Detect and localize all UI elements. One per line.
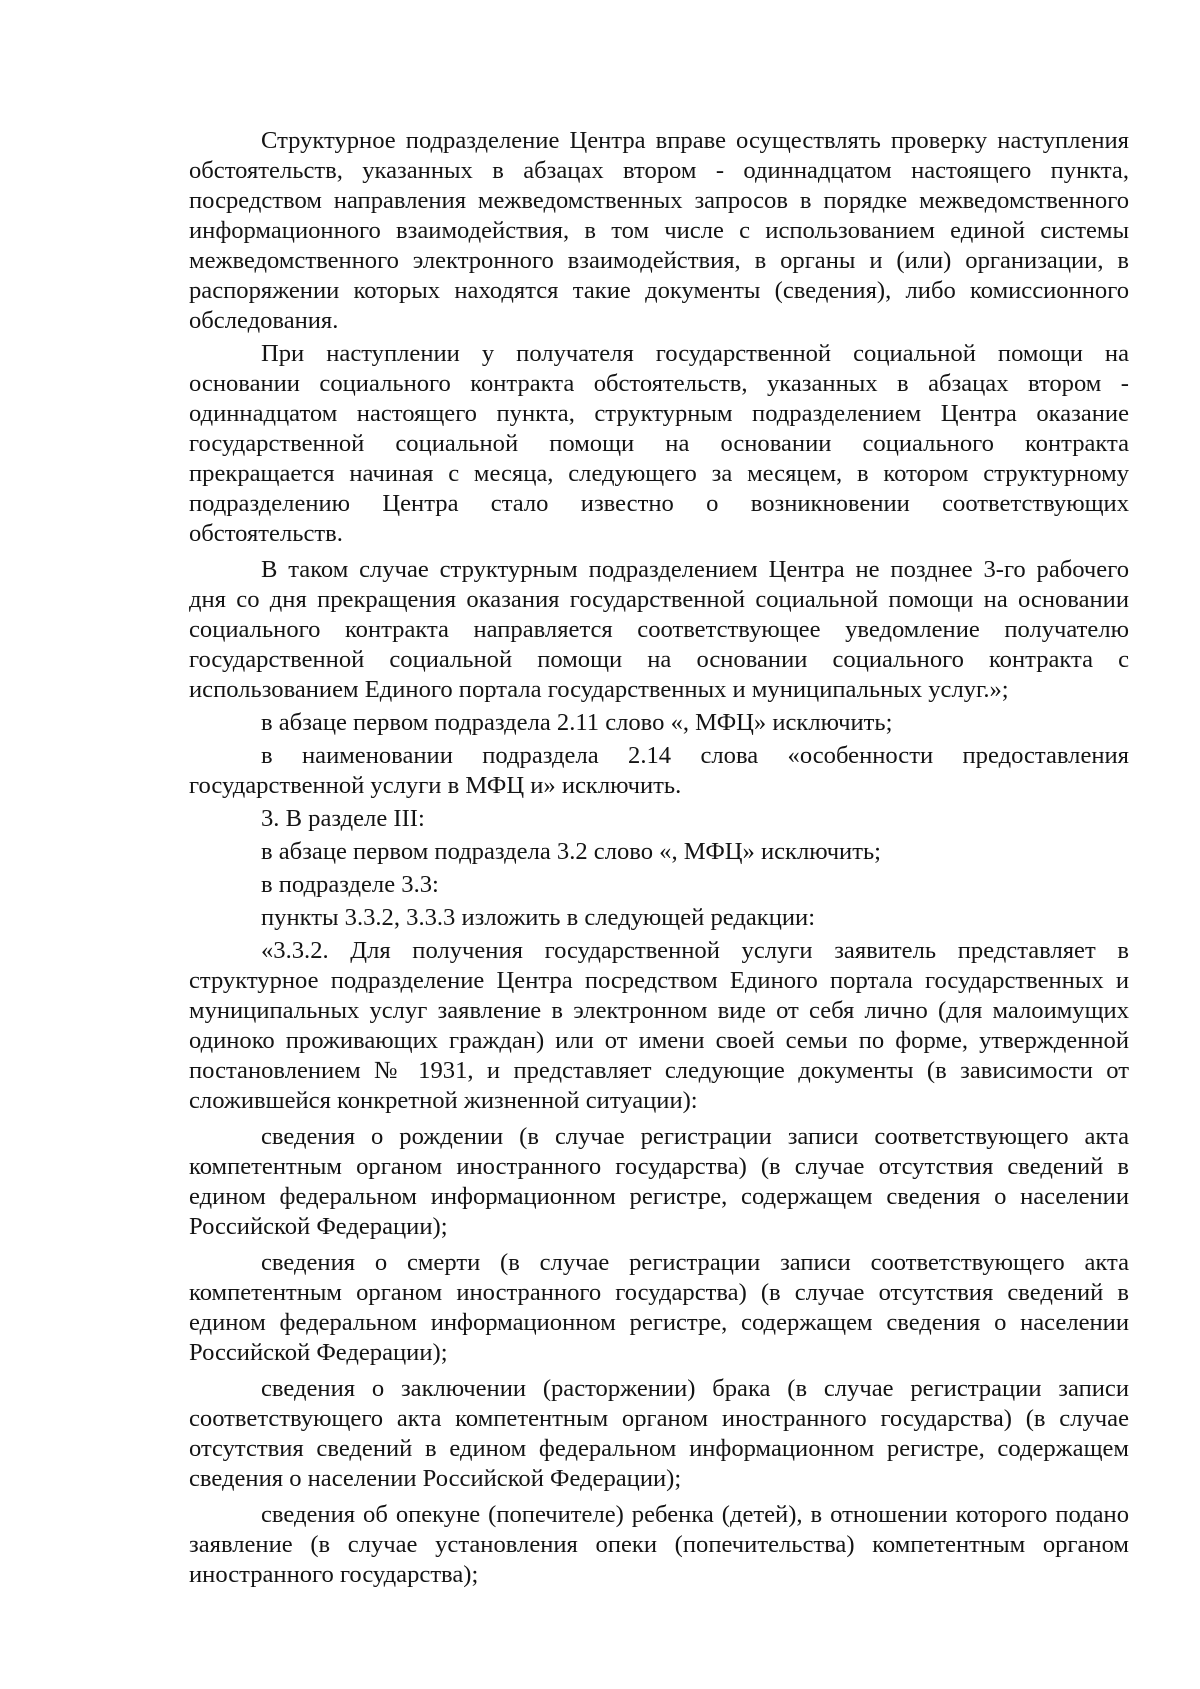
paragraph-amendment-2-11: в абзаце первом подраздела 2.11 слово «, МФЦ» исключить;	[261, 709, 893, 736]
paragraph-guardian-records: сведения об опекуне (попечителе) ребенка (детей), в отношении которого подано заявление (в случае установления опеки (попечительства) компетентным органом иностранного государства);	[189, 1501, 1129, 1588]
paragraph-birth-records: сведения о рождении (в случае регистрации записи соответствующего акта компетентным органом иностранного государства) (в случае отсутствия сведений в едином федеральном информационном регистре, содержащем сведения о населении Российской Федерации);	[189, 1123, 1129, 1240]
paragraph-marriage-records: сведения о заключении (расторжении) брака (в случае регистрации записи соответствующего акта компетентным органом иностранного государства) (в случае отсутствия сведений в едином федеральном информационном регистре, содержащем сведения о населении Российской Федерации);	[189, 1375, 1129, 1492]
paragraph-verification-right: Структурное подразделение Центра вправе осуществлять проверку наступления обстоятельств, указанных в абзацах втором - одиннадцатом настоящего пункта, посредством направления межведомственных запросов в порядке межведомственного информационного взаимодействия, в том числе с использованием единой системы межведомственного электронного взаимодействия, в органы и (или) организации, в распоряжении которых находятся такие документы (сведения), либо комиссионного обследования.	[189, 127, 1129, 334]
paragraph-section-3-heading: 3. В разделе III:	[261, 805, 425, 832]
document-body	[189, 126, 1129, 1590]
paragraph-notification: В таком случае структурным подразделением Центра не позднее 3-го рабочего дня со дня прекращения оказания государственной социальной помощи на основании социального контракта направляется соответствующее уведомление получателю государственной социальной помощи на основании социального контракта с использованием Единого портала государственных и муниципальных услуг.»;	[189, 556, 1129, 703]
paragraph-amendment-3-2: в абзаце первом подраздела 3.2 слово «, МФЦ» исключить;	[261, 838, 882, 865]
paragraph-items-3-3-2-3-3-3: пункты 3.3.2, 3.3.3 изложить в следующей редакции:	[261, 904, 816, 931]
paragraph-termination-of-aid: При наступлении у получателя государственной социальной помощи на основании социального контракта обстоятельств, указанных в абзацах втором - одиннадцатом настоящего пункта, структурным подразделением Центра оказание государственной социальной помощи на основании социального контракта прекращается начиная с месяца, следующего за месяцем, в котором структурному подразделению Центра стало известно о возникновении соответствующих обстоятельств.	[189, 340, 1129, 547]
paragraph-amendment-2-14: в наименовании подраздела 2.14 слова «особенности предоставления государственной услуги в МФЦ и» исключить.	[189, 742, 1129, 799]
paragraph-death-records: сведения о смерти (в случае регистрации записи соответствующего акта компетентным органом иностранного государства) (в случае отсутствия сведений в едином федеральном информационном регистре, содержащем сведения о населении Российской Федерации);	[189, 1249, 1129, 1366]
paragraph-3-3-2-application: «3.3.2. Для получения государственной услуги заявитель представляет в структурное подразделение Центра посредством Единого портала государственных и муниципальных услуг заявление в электронном виде от себя лично (для малоимущих одиноко проживающих граждан) или от имени своей семьи по форме, утвержденной постановлением № 1931, и представляет следующие документы (в зависимости от сложившейся конкретной жизненной ситуации):	[189, 937, 1129, 1114]
paragraph-subsection-3-3: в подразделе 3.3:	[261, 871, 439, 898]
